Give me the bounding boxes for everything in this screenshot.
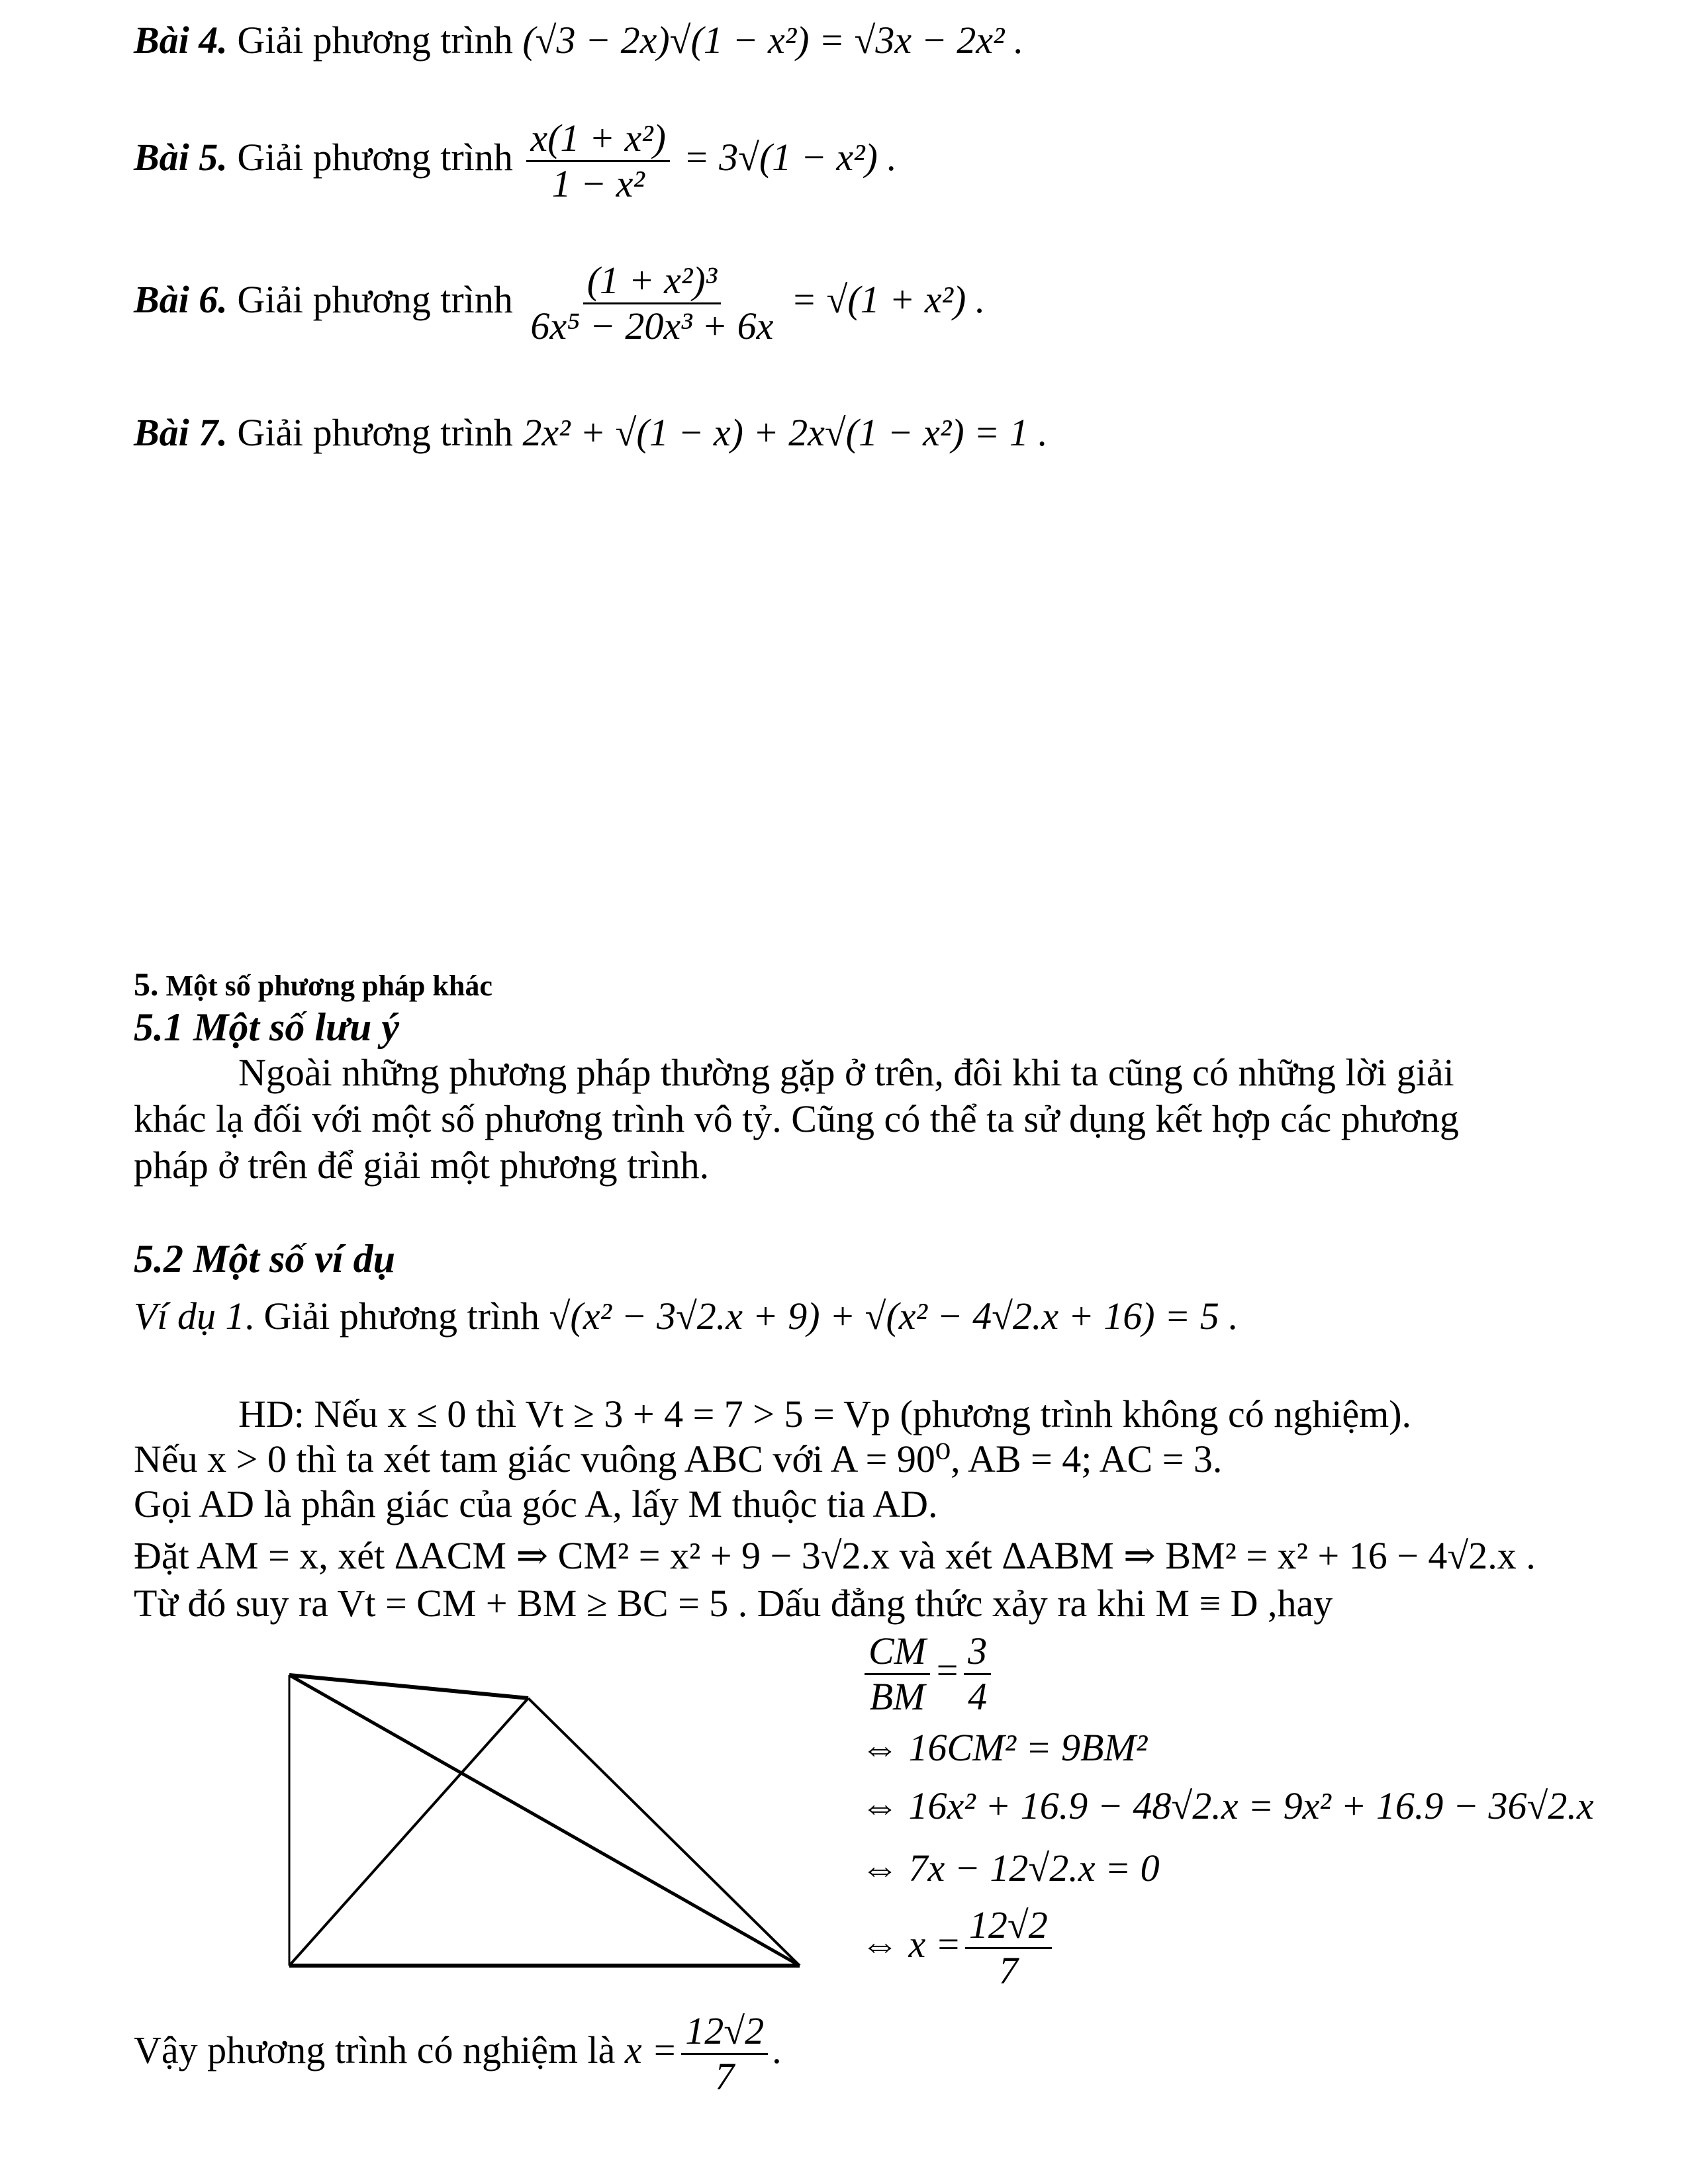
step-prefix: ⇔ x = xyxy=(861,1922,961,1966)
paragraph-line: pháp ở trên để giải một phương trình. xyxy=(134,1144,710,1187)
numerator: 12√2 xyxy=(681,2012,768,2055)
subsection-5-2: 5.2 Một số ví dụ xyxy=(134,1237,396,1281)
hint-line: Nếu x > 0 thì ta xét tam giác vuông ABC với A = 90⁰, AB = 4; AC = 3. xyxy=(134,1437,1223,1480)
denominator: BM xyxy=(869,1675,925,1718)
conclusion-prefix: x = xyxy=(624,2028,678,2071)
period: . xyxy=(772,2028,782,2071)
equation: 2x² + √(1 − x) + 2x√(1 − x²) = 1 . xyxy=(522,411,1048,454)
equation: √(x² − 3√2.x + 9) + √(x² − 4√2.x + 16) = 5 . xyxy=(549,1295,1239,1338)
denominator: 6x⁵ − 20x³ + 6x xyxy=(530,304,774,347)
exercise-label: Bài 5. xyxy=(134,135,228,179)
section-number: 5. xyxy=(134,966,159,1003)
equation: (√3 − 2x)√(1 − x²) = √3x − 2x² . xyxy=(522,19,1024,62)
numerator: CM xyxy=(865,1632,930,1675)
numerator: 12√2 xyxy=(965,1906,1052,1949)
segment-diagonal-bottom-left xyxy=(289,1698,528,1966)
denominator: 7 xyxy=(715,2055,735,2098)
segment-diagonal-top-left xyxy=(289,1675,800,1966)
paragraph-line: Ngoài những phương pháp thường gặp ở trên, đôi khi ta cũng có những lời giải xyxy=(238,1051,1454,1094)
step-1: ⇔ 16CM² = 9BM² xyxy=(861,1726,1148,1769)
exercise-text: Giải phương trình xyxy=(237,411,513,454)
section-title: Một số phương pháp khác xyxy=(165,970,492,1002)
segment-right-edge xyxy=(528,1698,800,1966)
numerator: x(1 + x²) xyxy=(526,119,670,162)
denominator: 7 xyxy=(998,1949,1018,1992)
exercise-text: Giải phương trình xyxy=(237,135,513,179)
step-2: ⇔ 16x² + 16.9 − 48√2.x = 9x² + 16.9 − 36√2.x xyxy=(861,1784,1594,1827)
fraction xyxy=(681,2009,768,2098)
ratio-step: $\frac{CM}{BM}$ = $\frac{3}{4}$ xyxy=(861,1632,995,1716)
exercise-text: Giải phương trình xyxy=(237,19,513,62)
equation-rhs: = 3√(1 − x²) . xyxy=(683,135,897,179)
step-3: ⇔ 7x − 12√2.x = 0 xyxy=(861,1846,1160,1889)
exercise-label: Bài 4. xyxy=(134,19,228,62)
denominator: 4 xyxy=(968,1675,988,1718)
conclusion xyxy=(134,2009,782,2098)
example-label: Ví dụ 1 xyxy=(134,1295,245,1338)
paragraph-line: khác lạ đối với một số phương trình vô tỷ. Cũng có thể ta sử dụng kết hợp các phương xyxy=(134,1097,1459,1140)
numerator: (1 + x²)³ xyxy=(583,261,721,304)
hint-line: Gọi AD là phân giác của góc A, lấy M thuộc tia AD. xyxy=(134,1482,938,1525)
hint-line: HD: Nếu x ≤ 0 thì Vt ≥ 3 + 4 = 7 > 5 = Vp (phương trình không có nghiệm). xyxy=(238,1392,1412,1435)
conclusion-text: Vậy phương trình có nghiệm là xyxy=(134,2028,616,2071)
exercise-label: Bài 7. xyxy=(134,411,228,454)
hint-line: Đặt AM = x, xét ΔACM ⇒ CM² = x² + 9 − 3√2.x và xét ΔABM ⇒ BM² = x² + 16 − 4√2.x . xyxy=(134,1534,1536,1577)
exercise-label: Bài 6. xyxy=(134,277,228,321)
hint-line: Từ đó suy ra Vt = CM + BM ≥ BC = 5 . Dấu đẳng thức xảy ra khi M ≡ D ,hay xyxy=(134,1582,1333,1625)
denominator: 1 − x² xyxy=(551,162,645,205)
example-text: . Giải phương trình xyxy=(244,1295,540,1338)
exercise-text: Giải phương trình xyxy=(237,277,513,321)
subsection-5-1: 5.1 Một số lưu ý xyxy=(134,1005,399,1049)
numerator: 3 xyxy=(964,1632,991,1675)
equation-rhs: = √(1 + x²) . xyxy=(790,277,986,321)
